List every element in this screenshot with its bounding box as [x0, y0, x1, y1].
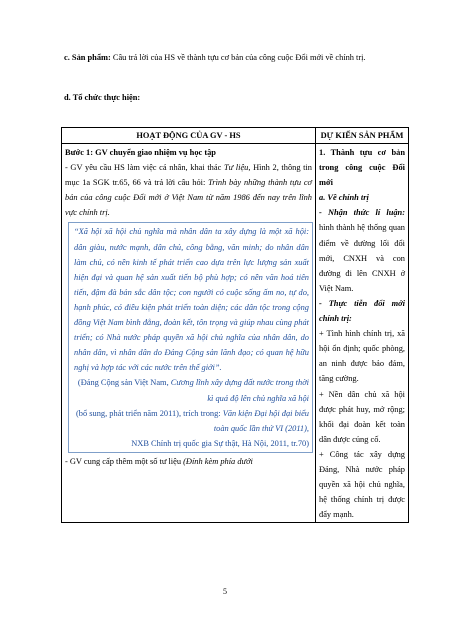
practice-item-1: + Tình hình chính trị, xã hội ổn định; quốc phòng, an ninh được bảo đảm, tăng cường.: [319, 329, 405, 384]
expected-product-cell: [316, 144, 409, 523]
task-description: [65, 160, 312, 220]
header-expected-product: DỰ KIẾN SẢN PHẨM: [316, 128, 409, 144]
extra-materials-prefix: - GV cung cấp thêm một số tư liệu: [65, 456, 184, 466]
source-note: (bổ sung, phát triển năm 2011), trích trong:: [76, 408, 223, 418]
quote-box: [68, 222, 313, 452]
source-author: (Đảng Cộng sản Việt Nam,: [77, 378, 171, 388]
source-document: Văn kiện Đại hội đại biểu toàn quốc lần thứ VI (2011): [213, 408, 309, 433]
task-middle: , Hình 2, thông tin mục 1a SGK tr.65, 66 và trả lời câu hỏi:: [65, 163, 312, 188]
theory-text: hình thành hệ thống quan điểm về đường lối đổi mới, CNXH và con đường đi lên CNXH ở Việt Nam.: [319, 223, 405, 293]
task-question: Trình bày những thành tựu cơ bản của công cuộc Đổi mới ở Việt Nam từ năm 1986 đến nay trên lĩnh vực chính trị.: [65, 178, 313, 218]
task-prefix: - GV yêu cầu HS làm việc cá nhân, khai thác: [65, 163, 224, 173]
practice-item-2: + Nền dân chủ xã hội được phát huy, mở rộng; khối đại đoàn kết toàn dân được củng cố.: [319, 389, 405, 444]
theory-label: - Nhận thức lí luận:: [319, 208, 405, 218]
source-comma: ,: [306, 423, 309, 433]
quote-source-line2: [74, 406, 309, 436]
practice-item-3: + Công tác xây dựng Đảng, Nhà nước pháp quyền xã hội chủ nghĩa, hệ thống chính trị được đẩy mạnh.: [319, 449, 405, 520]
extra-materials-line: [62, 453, 315, 469]
politics-subheading: a. Về chính trị: [319, 193, 369, 203]
activity-cell: [62, 144, 316, 523]
source-title: Cương lĩnh xây dựng đất nước trong thời kì quá độ lên chủ nghĩa xã hội: [170, 378, 309, 403]
quote-text: “Xã hội xã hội chủ nghĩa mà nhân dân ta xây dựng là một xã hội: dân giàu, nước mạnh, dân chủ, công bằng, văn minh; do nhân dân làm chủ, có nền kinh tế phát triển cao dựa trên lực lượng sản xuất hiện đại và quan hệ sản xuất tiến bộ phù hợp; có nền văn hoá tiên tiến, đậm đà bản sắc dân tộc; con người có cuộc sống ấm no, tự do, hạnh phúc, có điều kiện phát triển toàn diện; các dân tộc trong cộng đồng Việt Nam bình đẳng, đoàn kết, tôn trọng và giúp nhau cùng phát triển; có Nhà nước pháp quyền xã hội chủ nghĩa của nhân dân, do nhân dân, vì nhân dân do Đảng Cộng sản lãnh đạo; có quan hệ hữu nghị và hợp tác với các nước trên thế giới”.: [74, 227, 309, 373]
product-label: c. Sản phẩm:: [64, 53, 111, 62]
header-teacher-student-activity: HOẠT ĐỘNG CỦA GV - HS: [62, 128, 316, 144]
quote-source-line3: NXB Chính trị quốc gia Sự thật, Hà Nội, 2011, tr.70): [131, 438, 309, 448]
product-paragraph: [64, 50, 396, 65]
activity-table: [61, 127, 409, 523]
extra-materials-note: (Đính kèm phía dưới: [183, 456, 253, 466]
quote-source-line1: [74, 375, 309, 405]
practice-label: - Thực tiễn đổi mới chính trị:: [319, 298, 405, 324]
product-text: Câu trả lời của HS về thành tựu cơ bản của công cuộc Đổi mới về chính trị.: [110, 53, 366, 62]
theory-awareness: [319, 205, 405, 296]
page-number: 5: [223, 587, 227, 596]
task-italic-source: Tư liệu: [223, 163, 249, 173]
step1-title: Bước 1: GV chuyển giao nhiệm vụ học tập: [65, 148, 216, 157]
organization-heading: d. Tổ chức thực hiện:: [64, 93, 141, 102]
achievements-heading: 1. Thành tựu cơ bản trong công cuộc Đổi mới: [319, 148, 405, 188]
